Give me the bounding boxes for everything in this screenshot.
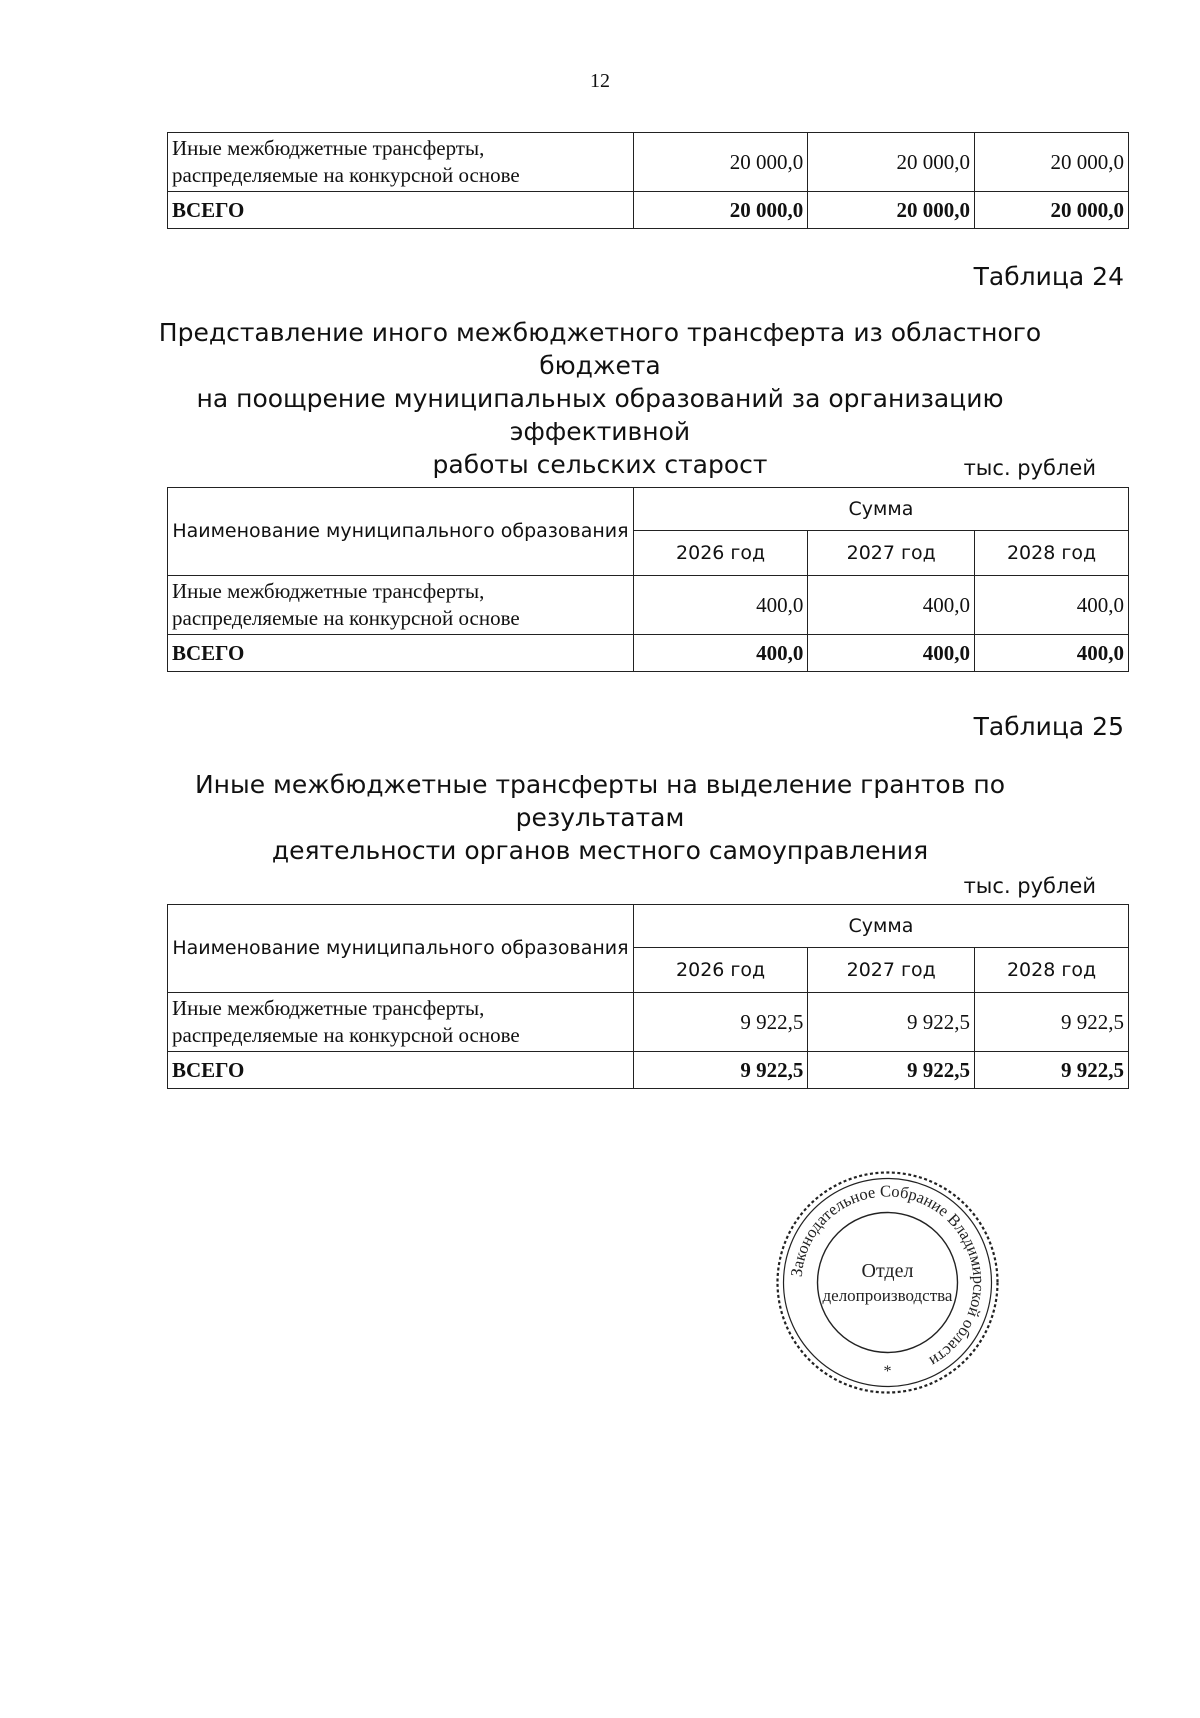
title-line: Иные межбюджетные трансферты на выделение грантов по результатам xyxy=(194,770,1006,832)
header-name: Наименование муниципального образования xyxy=(168,488,634,576)
value-2027: 9 922,5 xyxy=(808,993,975,1052)
value-2027: 400,0 xyxy=(808,576,975,635)
table-25-title xyxy=(150,768,1050,867)
total-2028: 9 922,5 xyxy=(975,1052,1129,1089)
total-label: ВСЕГО xyxy=(168,1052,634,1089)
table-25 xyxy=(167,904,1129,1089)
total-2026: 20 000,0 xyxy=(633,192,808,229)
row-name: Иные межбюджетные трансферты, распределяемые на конкурсной основе xyxy=(168,576,634,635)
header-name: Наименование муниципального образования xyxy=(168,905,634,993)
total-row xyxy=(168,1052,1129,1089)
value-2026: 400,0 xyxy=(633,576,808,635)
title-line: работы сельских старост xyxy=(432,450,768,479)
total-row xyxy=(168,635,1129,672)
table-row xyxy=(168,133,1129,192)
total-label: ВСЕГО xyxy=(168,635,634,672)
total-2026: 9 922,5 xyxy=(633,1052,808,1089)
continued-table xyxy=(167,132,1129,229)
unit-label: тыс. рублей xyxy=(963,874,1096,898)
total-2028: 400,0 xyxy=(975,635,1129,672)
unit-label: тыс. рублей xyxy=(963,456,1096,480)
title-line: деятельности органов местного самоуправления xyxy=(271,836,929,865)
header-row xyxy=(168,905,1129,948)
header-year-2026: 2026 год xyxy=(633,948,808,993)
row-name: Иные межбюджетные трансферты, распределяемые на конкурсной основе xyxy=(168,133,634,192)
header-row xyxy=(168,488,1129,531)
header-year-2026: 2026 год xyxy=(633,531,808,576)
header-year-2028: 2028 год xyxy=(975,948,1129,993)
stamp-ring-text: Законодательное Собрание Владимирской области xyxy=(786,1181,989,1372)
total-2027: 20 000,0 xyxy=(808,192,975,229)
total-2027: 400,0 xyxy=(808,635,975,672)
table-24-title xyxy=(150,316,1050,481)
total-2026: 400,0 xyxy=(633,635,808,672)
header-sum: Сумма xyxy=(633,488,1128,531)
official-stamp xyxy=(775,1170,1000,1395)
value-2026: 9 922,5 xyxy=(633,993,808,1052)
title-line: на поощрение муниципальных образований за организацию эффективной xyxy=(196,384,1004,446)
table-row xyxy=(168,993,1129,1052)
title-line: Представление иного межбюджетного трансферта из областного бюджета xyxy=(158,318,1042,380)
value-2026: 20 000,0 xyxy=(633,133,808,192)
value-2028: 9 922,5 xyxy=(975,993,1129,1052)
header-year-2028: 2028 год xyxy=(975,531,1129,576)
header-year-2027: 2027 год xyxy=(808,531,975,576)
table-24 xyxy=(167,487,1129,672)
header-sum: Сумма xyxy=(633,905,1128,948)
stamp-star: * xyxy=(883,1363,892,1380)
table-24-label: Таблица 24 xyxy=(973,262,1124,291)
value-2027: 20 000,0 xyxy=(808,133,975,192)
stamp-center-line-1: Отдел xyxy=(861,1260,914,1282)
table-25-label: Таблица 25 xyxy=(973,712,1124,741)
total-label: ВСЕГО xyxy=(168,192,634,229)
value-2028: 20 000,0 xyxy=(974,133,1128,192)
value-2028: 400,0 xyxy=(975,576,1129,635)
stamp-center-line-2: делопроизводства xyxy=(822,1286,953,1305)
total-row xyxy=(168,192,1129,229)
total-2027: 9 922,5 xyxy=(808,1052,975,1089)
row-name: Иные межбюджетные трансферты, распределяемые на конкурсной основе xyxy=(168,993,634,1052)
table-row xyxy=(168,576,1129,635)
header-year-2027: 2027 год xyxy=(808,948,975,993)
page-number: 12 xyxy=(590,70,610,92)
total-2028: 20 000,0 xyxy=(974,192,1128,229)
